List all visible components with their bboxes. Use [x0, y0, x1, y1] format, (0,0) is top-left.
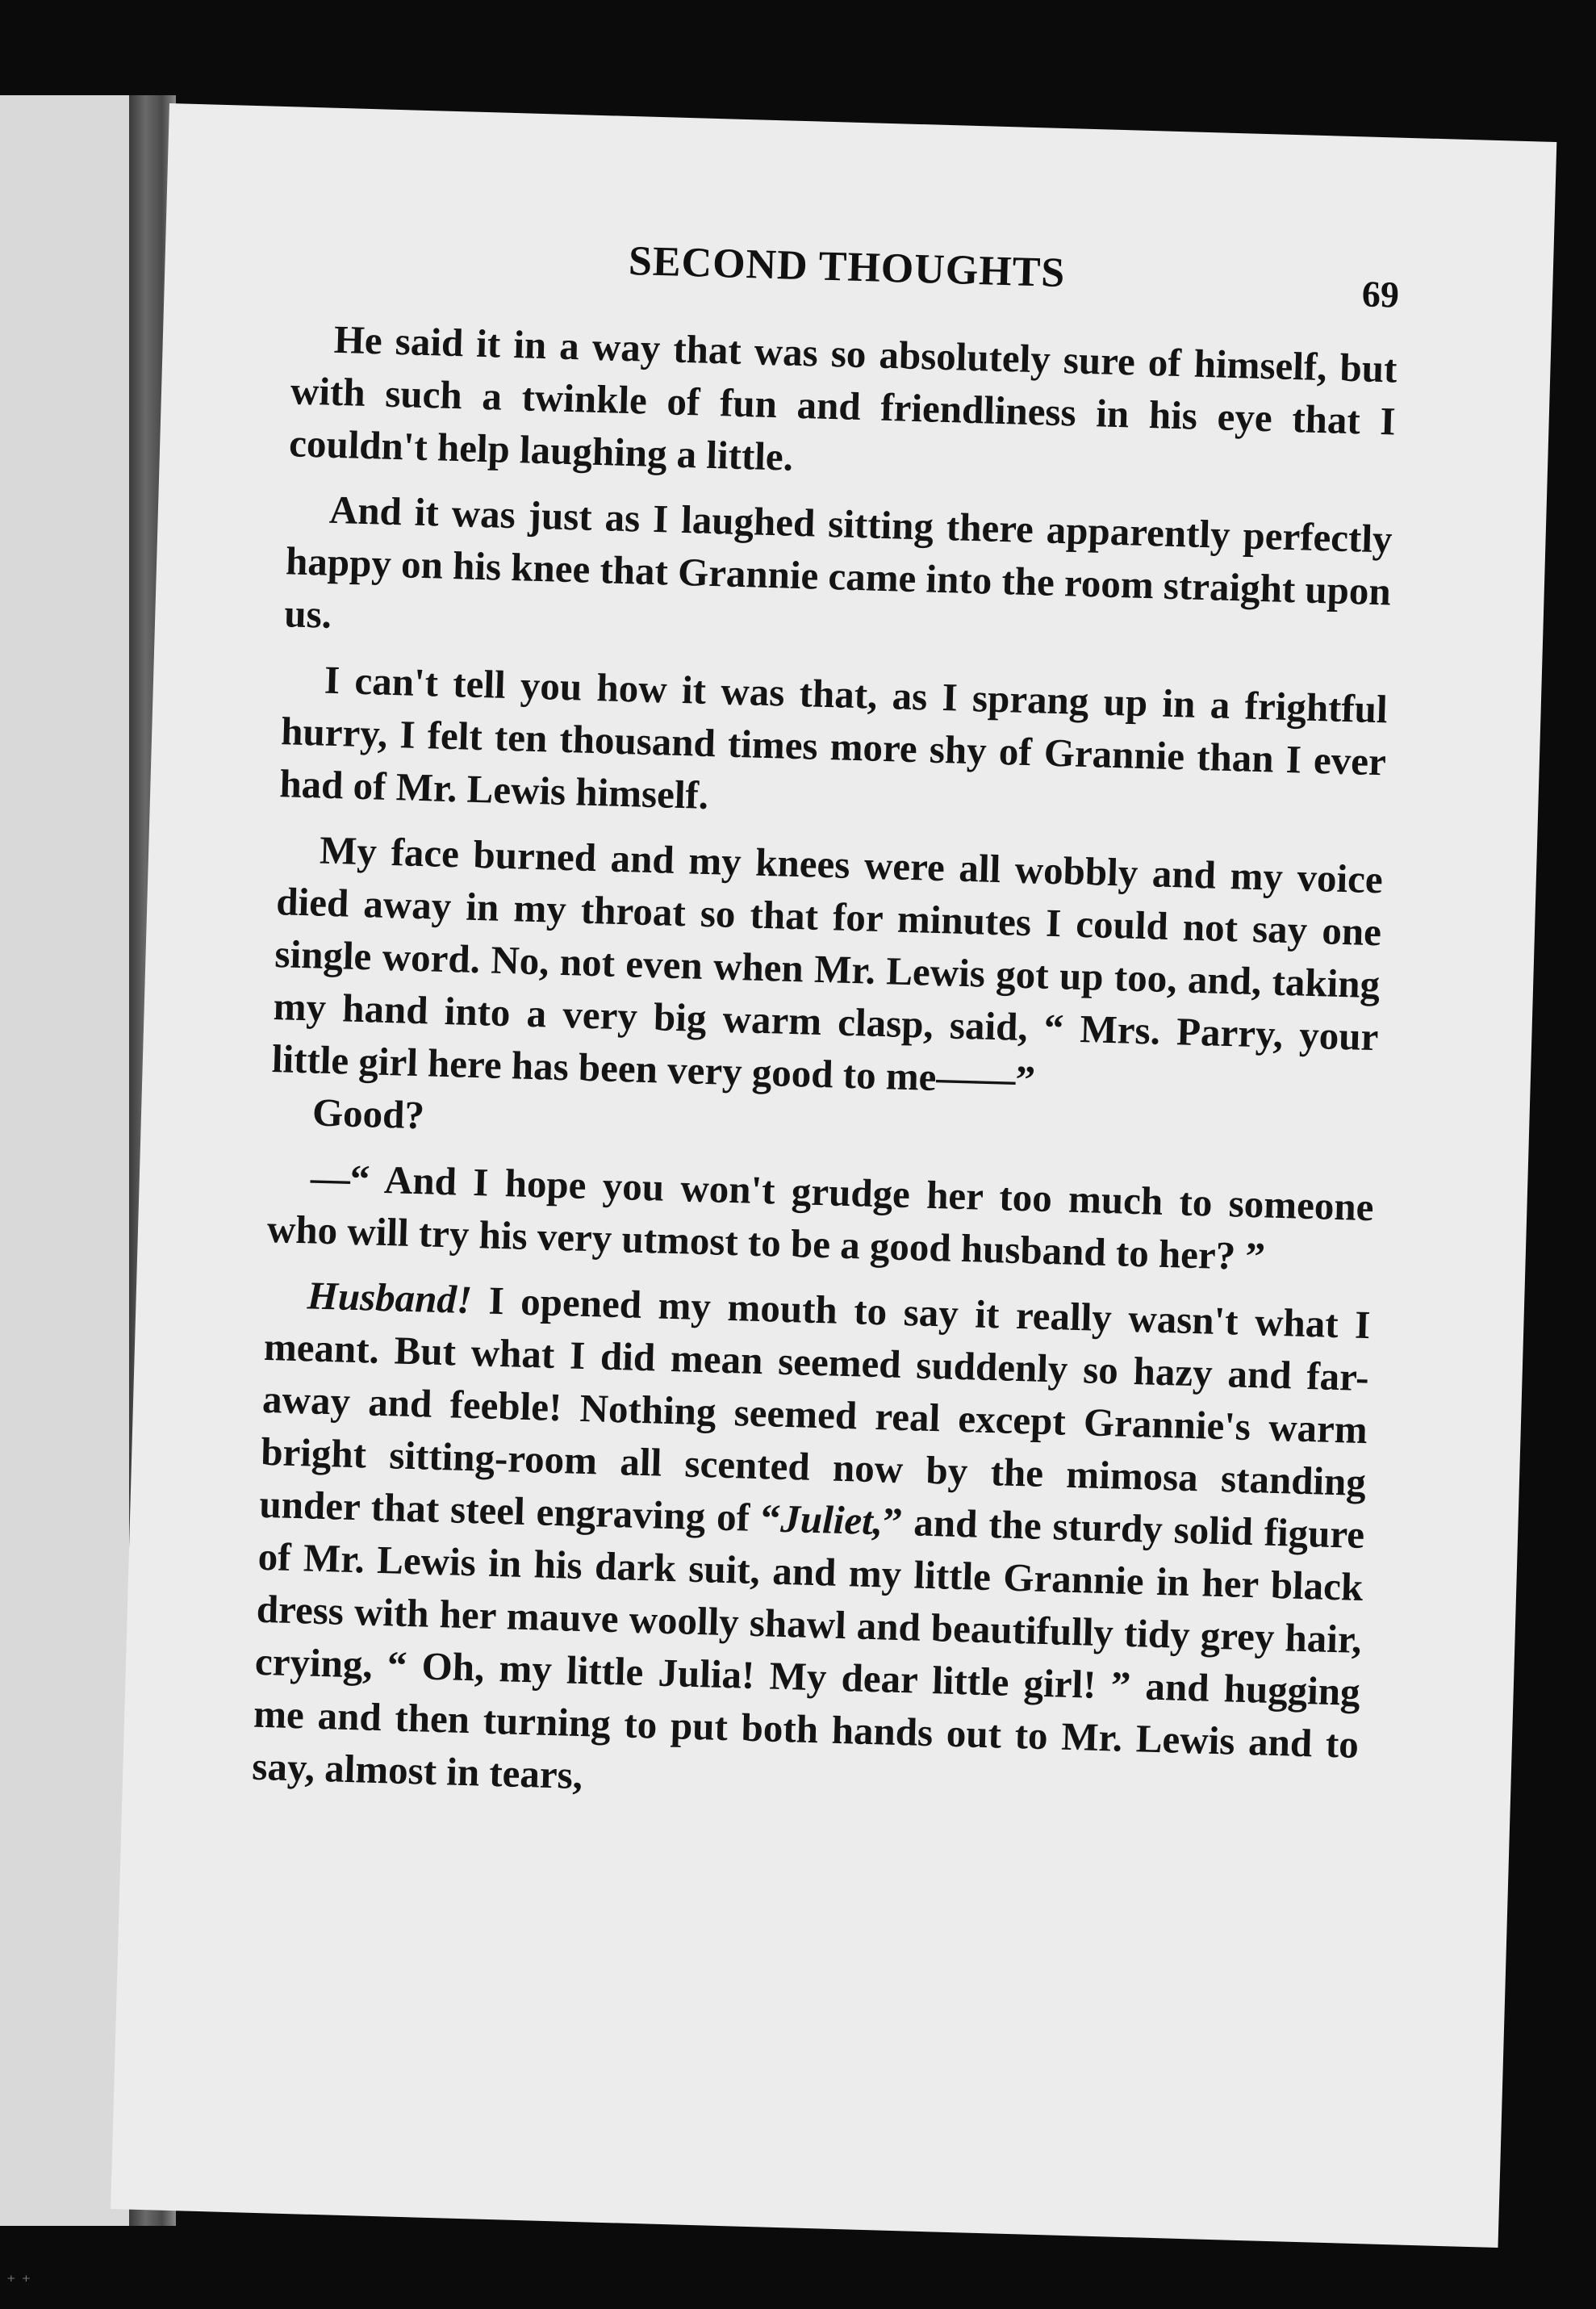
paragraph: I can't tell you how it was that, as I sprang up in a frightful hurry, I felt ten thousand times more shy of Grannie than I ever had of Mr. Lewis himself. — [278, 657, 1389, 818]
running-head: SECOND THOUGHTS — [628, 237, 1067, 297]
page-number: 69 — [1361, 273, 1400, 316]
paragraph: And it was just as I laughed sitting there apparently perfectly happy on his knee that Grannie came into the room straight upon us. — [283, 487, 1393, 637]
paragraph-text-rest: ” and the sturdy solid figure of Mr. Lewis in his dark suit, and my little Grannie in her black dress with her mauve woolly shawl and beautifully tidy grey hair, crying, “ Oh, my little Julia! My dear little girl! ” and hugging me and then turning to put both hands out to Mr. Lewis and to say, almost in tears, — [251, 1499, 1365, 1798]
paragraph — [252, 1268, 1372, 1823]
paragraph: Good? — [311, 1090, 425, 1138]
paragraph: He said it in a way that was so absolutely sure of himself, but with such a twinkle of fun and friendliness in his eye that I couldn't help laughing a little. — [288, 316, 1398, 479]
book-page — [111, 103, 1556, 2248]
paragraph: My face burned and my knees were all wobbly and my voice died away in my throat so that for minutes I could not say one single word. No, not even when Mr. Lewis got up too, and, taking my hand into a very big warm clasp, said, “ Mrs. Parry, your little girl here has been very good to me——” — [271, 827, 1384, 1102]
page-header — [294, 228, 1400, 315]
scan-mark: ⁺ ⁺ — [6, 2272, 31, 2292]
page-body — [252, 312, 1398, 1823]
italic-title: Juliet, — [779, 1495, 884, 1544]
paragraph-text: I opened my mouth to say it really wasn't what I meant. But what I did mean seemed suddenly so hazy and far-away and feeble! Nothing seemed real except Grannie's warm bright sitting-room all scented now by the mimosa standing under that steel engraving of “ — [258, 1278, 1372, 1541]
italic-lead: Husband! — [307, 1273, 473, 1323]
paragraph: —“ And I hope you won't grudge her too much to someone who will try his very utmost to be a good husband to her? ” — [266, 1155, 1375, 1279]
